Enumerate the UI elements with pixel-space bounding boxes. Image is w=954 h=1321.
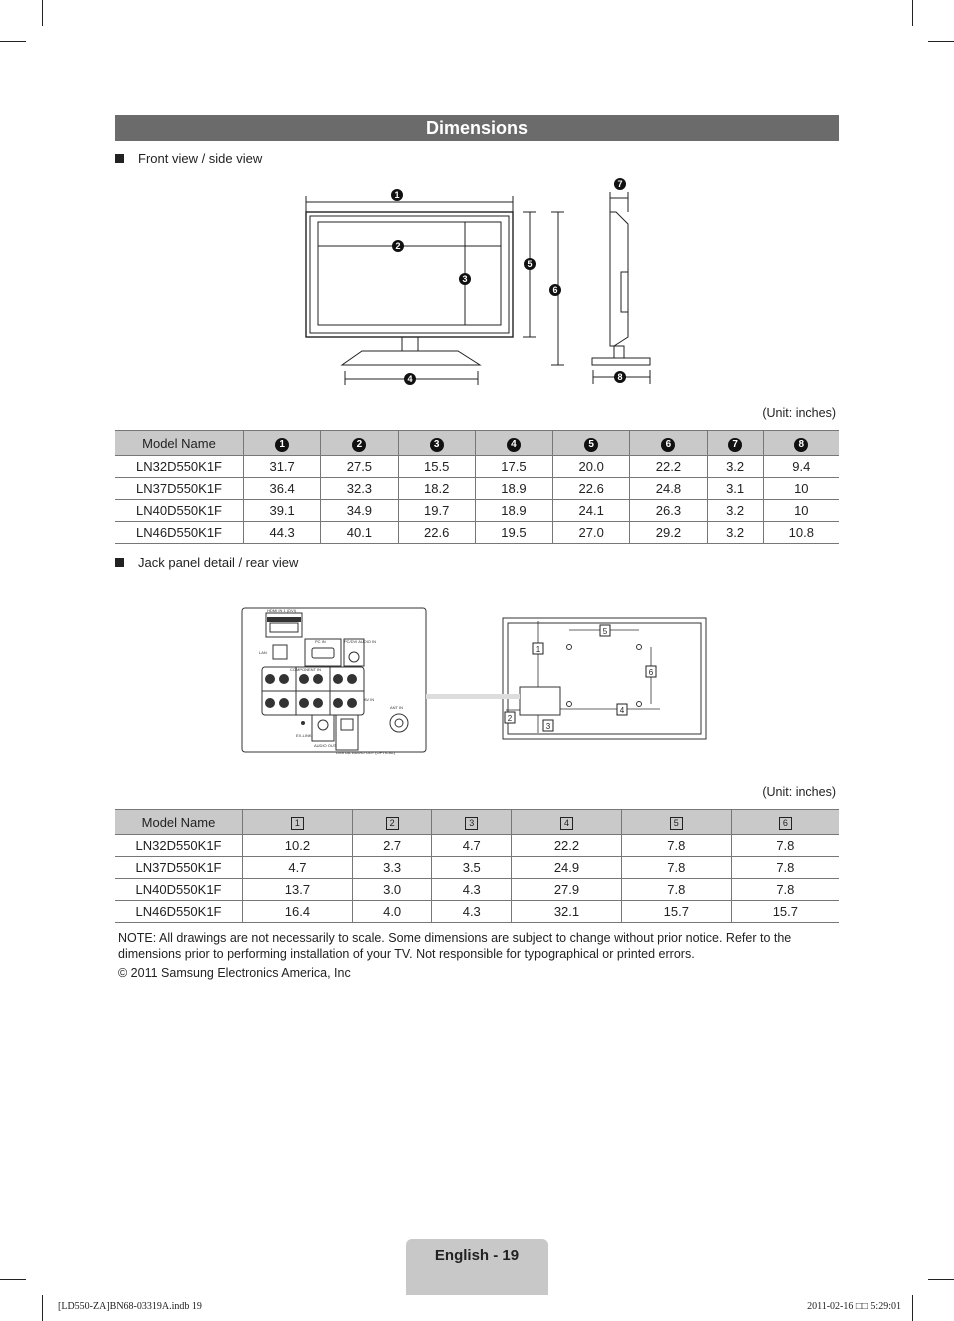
footer-timestamp: 2011-02-16 □□ 5:29:01	[807, 1301, 901, 1312]
value-cell: 32.1	[512, 901, 622, 923]
value-cell: 20.0	[553, 456, 630, 478]
value-cell: 15.5	[398, 456, 475, 478]
value-cell: 3.3	[352, 857, 432, 879]
rear-callout-5: 5	[602, 627, 608, 636]
column-header-num: 3	[465, 817, 478, 830]
pc-in-label: PC IN	[315, 639, 326, 644]
value-cell: 3.2	[707, 456, 763, 478]
value-cell: 19.7	[398, 500, 475, 522]
value-cell: 39.1	[244, 500, 321, 522]
value-cell: 10	[763, 478, 839, 500]
value-cell: 31.7	[244, 456, 321, 478]
value-cell: 7.8	[731, 835, 839, 857]
crop-mark	[912, 1295, 913, 1321]
value-cell: 15.7	[731, 901, 839, 923]
callout-7: 7	[617, 179, 623, 189]
column-header-num: 7	[728, 438, 742, 452]
column-header-num: 5	[670, 817, 683, 830]
value-cell: 7.8	[731, 857, 839, 879]
value-cell: 34.9	[321, 500, 398, 522]
value-cell: 4.7	[243, 857, 353, 879]
table-row	[115, 500, 839, 522]
section-heading-rear: Jack panel detail / rear view	[115, 555, 298, 570]
front-dimensions-table	[115, 430, 839, 544]
value-cell: 18.2	[398, 478, 475, 500]
value-cell: 3.1	[707, 478, 763, 500]
value-cell: 24.1	[553, 500, 630, 522]
column-header-num: 2	[352, 438, 366, 452]
column-header-num: 5	[584, 438, 598, 452]
value-cell: 24.9	[512, 857, 622, 879]
value-cell: 29.2	[630, 522, 707, 544]
value-cell: 22.2	[512, 835, 622, 857]
value-cell: 13.7	[243, 879, 353, 901]
table-row	[115, 835, 839, 857]
column-header-num: 6	[779, 817, 792, 830]
value-cell: 27.0	[553, 522, 630, 544]
hdmi-label: HDMI IN 1 (DVI)	[267, 608, 297, 613]
unit-label: (Unit: inches)	[762, 785, 836, 799]
model-cell: LN40D550K1F	[115, 500, 244, 522]
value-cell: 44.3	[244, 522, 321, 544]
value-cell: 24.8	[630, 478, 707, 500]
page-number-tab: English - 19	[406, 1239, 548, 1295]
model-cell: LN46D550K1F	[115, 522, 244, 544]
table-header-row	[115, 431, 839, 456]
value-cell: 18.9	[475, 478, 552, 500]
rear-callout-3: 3	[545, 722, 551, 731]
pc-audio-label: PC/DVI AUDIO IN	[344, 639, 377, 644]
crop-mark	[0, 41, 26, 42]
crop-mark	[42, 0, 43, 26]
model-cell: LN46D550K1F	[115, 901, 243, 923]
table-row	[115, 478, 839, 500]
model-cell: LN32D550K1F	[115, 456, 244, 478]
value-cell: 7.8	[621, 835, 731, 857]
column-header-num: 4	[507, 438, 521, 452]
model-cell: LN32D550K1F	[115, 835, 243, 857]
audio-out-label: AUDIO OUT	[314, 743, 337, 748]
crop-mark	[0, 1279, 26, 1280]
value-cell: 17.5	[475, 456, 552, 478]
value-cell: 15.7	[621, 901, 731, 923]
value-cell: 7.8	[621, 857, 731, 879]
table-row	[115, 901, 839, 923]
value-cell: 4.0	[352, 901, 432, 923]
bullet-square-icon	[115, 558, 124, 567]
unit-label: (Unit: inches)	[762, 406, 836, 420]
value-cell: 9.4	[763, 456, 839, 478]
value-cell: 2.7	[352, 835, 432, 857]
value-cell: 4.3	[432, 901, 512, 923]
value-cell: 10	[763, 500, 839, 522]
page-title: Dimensions	[115, 115, 839, 141]
value-cell: 4.3	[432, 879, 512, 901]
value-cell: 26.3	[630, 500, 707, 522]
column-header-model: Model Name	[115, 431, 244, 456]
value-cell: 3.2	[707, 522, 763, 544]
column-header-num: 6	[661, 438, 675, 452]
value-cell: 7.8	[731, 879, 839, 901]
value-cell: 3.5	[432, 857, 512, 879]
crop-mark	[928, 1279, 954, 1280]
rear-callout-6: 6	[648, 668, 654, 677]
callout-8: 8	[617, 372, 623, 382]
value-cell: 32.3	[321, 478, 398, 500]
bullet-square-icon	[115, 154, 124, 163]
lan-label: LAN	[259, 650, 267, 655]
rear-dimensions-table	[115, 809, 839, 923]
callout-4: 4	[407, 374, 413, 384]
section-heading-front: Front view / side view	[115, 151, 262, 166]
column-header-num: 1	[275, 438, 289, 452]
copyright-text: © 2011 Samsung Electronics America, Inc	[118, 966, 351, 980]
callout-5: 5	[527, 259, 533, 269]
value-cell: 40.1	[321, 522, 398, 544]
crop-mark	[928, 41, 954, 42]
value-cell: 36.4	[244, 478, 321, 500]
value-cell: 22.6	[398, 522, 475, 544]
digital-audio-label: DIGITAL AUDIO OUT (OPTICAL)	[336, 750, 396, 755]
av-label: AV IN	[364, 697, 375, 702]
rear-callout-1: 1	[535, 645, 541, 654]
callout-3: 3	[462, 274, 468, 284]
value-cell: 3.2	[707, 500, 763, 522]
disclaimer-note: NOTE: All drawings are not necessarily to scale. Some dimensions are subject to change without prior notice. Refer to the dimensions prior to performing installation of your TV. Not responsible for typographical or printed errors.	[118, 931, 792, 961]
value-cell: 19.5	[475, 522, 552, 544]
crop-mark	[912, 0, 913, 26]
table-row	[115, 456, 839, 478]
callout-2: 2	[395, 241, 401, 251]
column-header-num: 1	[291, 817, 304, 830]
table-row	[115, 857, 839, 879]
value-cell: 10.2	[243, 835, 353, 857]
value-cell: 22.2	[630, 456, 707, 478]
table-row	[115, 879, 839, 901]
value-cell: 27.9	[512, 879, 622, 901]
callout-6: 6	[552, 285, 558, 295]
table-row	[115, 522, 839, 544]
crop-mark	[42, 1295, 43, 1321]
footer-file-info: [LD550-ZA]BN68-03319A.indb 19	[58, 1301, 202, 1312]
value-cell: 10.8	[763, 522, 839, 544]
model-cell: LN37D550K1F	[115, 478, 244, 500]
front-side-view-diagram	[290, 172, 670, 394]
value-cell: 4.7	[432, 835, 512, 857]
ex-link-label: EX-LINK	[296, 733, 312, 738]
value-cell: 27.5	[321, 456, 398, 478]
table-header-row	[115, 810, 839, 835]
column-header-num: 2	[386, 817, 399, 830]
column-header-num: 3	[430, 438, 444, 452]
value-cell: 22.6	[553, 478, 630, 500]
value-cell: 7.8	[621, 879, 731, 901]
model-cell: LN37D550K1F	[115, 857, 243, 879]
column-header-num: 4	[560, 817, 573, 830]
rear-callout-2: 2	[507, 714, 513, 723]
jack-panel-rear-view-diagram	[240, 605, 710, 755]
value-cell: 18.9	[475, 500, 552, 522]
model-cell: LN40D550K1F	[115, 879, 243, 901]
component-label: COMPONENT IN	[290, 667, 322, 672]
rear-callout-4: 4	[619, 706, 625, 715]
callout-1: 1	[394, 190, 400, 200]
ant-in-label: ANT IN	[390, 705, 404, 710]
value-cell: 3.0	[352, 879, 432, 901]
column-header-num: 8	[794, 438, 808, 452]
value-cell: 16.4	[243, 901, 353, 923]
column-header-model: Model Name	[115, 810, 243, 835]
